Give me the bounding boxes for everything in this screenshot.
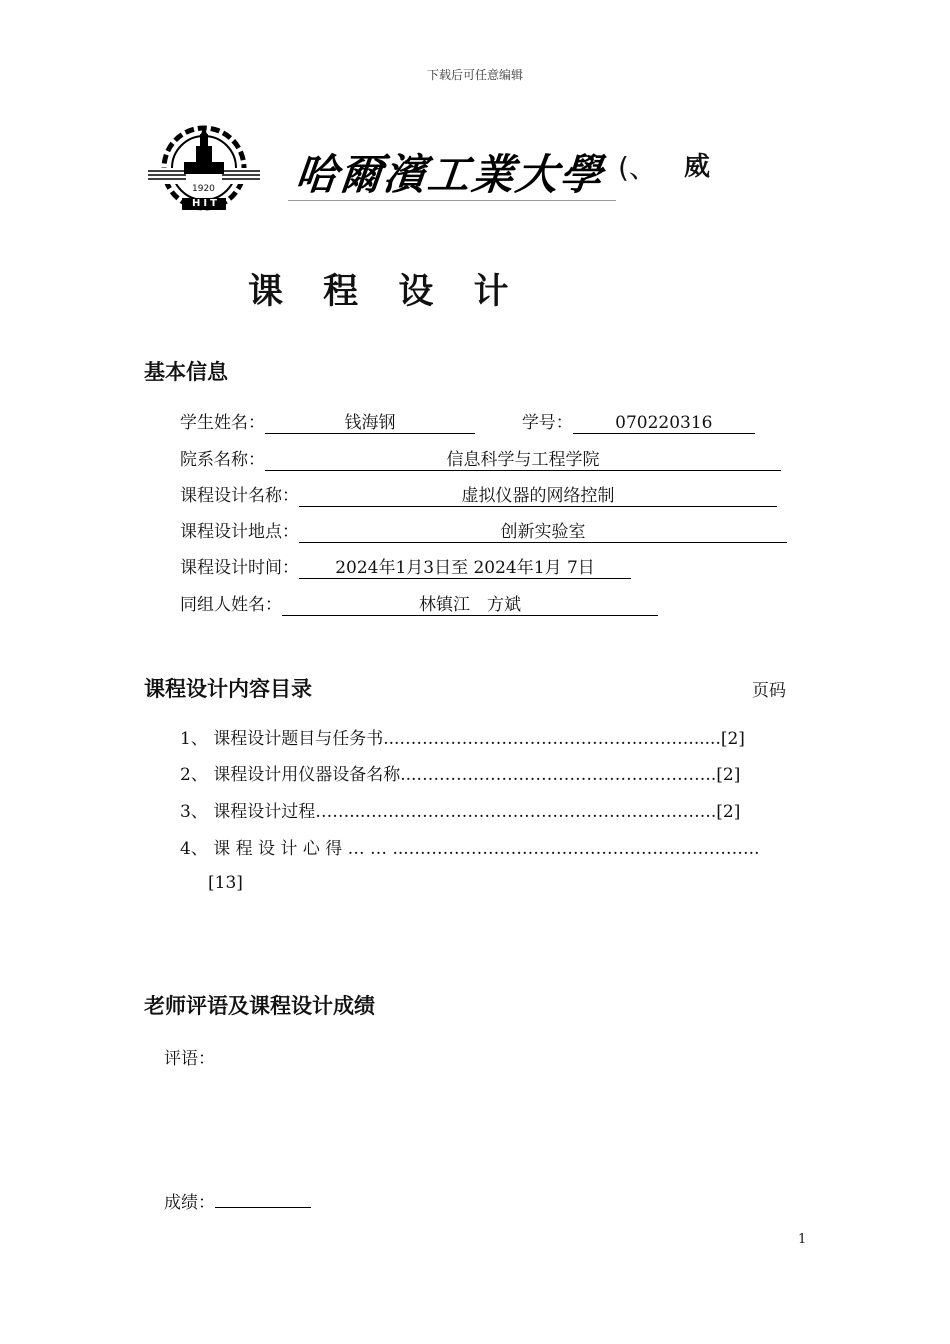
toc-item-page: [2] xyxy=(720,729,745,749)
location-value: 创新实验室 xyxy=(299,522,787,543)
grade-value xyxy=(215,1207,311,1208)
time-row xyxy=(180,553,631,579)
toc-item-page: [2] xyxy=(716,765,741,785)
toc-item-text: 3、 课程设计过程……...…………………………………………………….. xyxy=(180,802,717,822)
student-name-label: 学生姓名： xyxy=(180,413,265,433)
student-row xyxy=(180,408,755,434)
university-logo xyxy=(146,124,262,218)
logo-letters: HIT xyxy=(192,198,220,209)
grade-label: 成绩： xyxy=(164,1193,215,1213)
banner-fragment-right: 威 xyxy=(684,152,711,182)
toc-item-text: 1、 课程设计题目与任务书...……………………………………………...... xyxy=(180,729,721,749)
group-label: 同组人姓名： xyxy=(180,595,282,615)
group-row xyxy=(180,590,658,616)
header-note: 下载后可任意编辑 xyxy=(426,68,523,82)
toc-item-text: 4、 课 程 设 计 心 得 … … ...…………………………………………………….. xyxy=(180,839,760,859)
department-row xyxy=(180,445,781,471)
page-number: 1 xyxy=(798,1232,807,1247)
location-label: 课程设计地点： xyxy=(180,522,299,542)
grade-row xyxy=(164,1188,311,1213)
department-value: 信息科学与工程学院 xyxy=(265,450,781,471)
student-id-value: 070220316 xyxy=(573,413,755,434)
course-name-label: 课程设计名称： xyxy=(180,486,299,506)
time-value: 2024年1月3日至 2024年1月 7日 xyxy=(299,558,631,579)
location-row xyxy=(180,517,787,543)
university-name: 哈爾濱工業大學 xyxy=(293,150,607,199)
group-value: 林镇江 方斌 xyxy=(282,595,658,616)
section-basic-info: 基本信息 xyxy=(144,360,228,384)
toc-item-page-wrapped: [13] xyxy=(208,873,243,893)
course-name-value: 虚拟仪器的网络控制 xyxy=(299,486,777,507)
toc-item-page: [2] xyxy=(716,802,741,822)
toc-item xyxy=(180,797,740,822)
department-label: 院系名称： xyxy=(180,450,265,470)
comment-label: 评语： xyxy=(164,1049,215,1069)
toc-item xyxy=(180,724,745,749)
university-banner xyxy=(288,138,616,201)
document-title: 课 程 设 计 xyxy=(248,272,523,312)
toc-item-text: 2、 课程设计用仪器设备名称...…………………………………………….. xyxy=(180,765,717,785)
logo-year: 1920 xyxy=(192,184,215,194)
toc-item xyxy=(180,760,740,785)
toc-item xyxy=(180,834,759,859)
section-toc: 课程设计内容目录 xyxy=(144,677,312,701)
student-id-label: 学号： xyxy=(521,413,573,433)
banner-fragment-left: (、 xyxy=(618,151,657,184)
course-name-row xyxy=(180,481,777,507)
student-name-value: 钱海钢 xyxy=(265,413,475,434)
section-teacher: 老师评语及课程设计成绩 xyxy=(144,994,375,1018)
toc-page-column-label: 页码 xyxy=(752,681,786,701)
time-label: 课程设计时间： xyxy=(180,558,299,578)
